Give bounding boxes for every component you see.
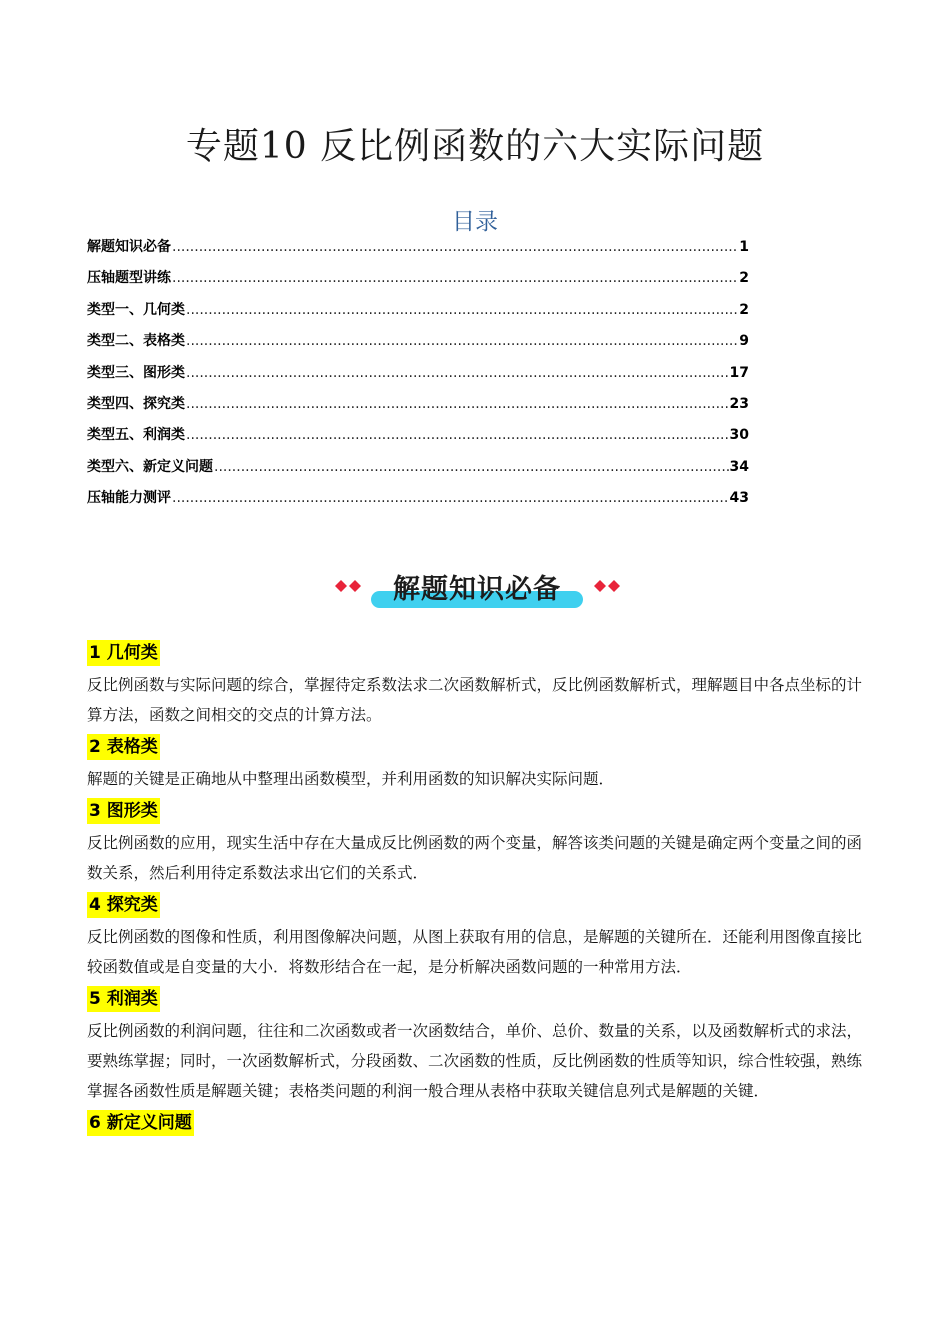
toc-entry-page: 9 [739, 333, 749, 350]
section-body: 反比例函数的应用，现实生活中存在大量成反比例函数的两个变量，解答该类问题的关键是确定两个变量之间的函数关系，然后利用待定系数法求出它们的关系式． [87, 834, 863, 882]
section-heading: 4 探究类 [87, 892, 160, 918]
toc-entry-label: 类型四、探究类 [87, 395, 185, 412]
toc-heading: 目录 [452, 209, 498, 235]
toc-entry-label: 解题知识必备 [87, 239, 171, 255]
toc-entry[interactable] [87, 330, 749, 361]
toc-entry-label: 类型三、图形类 [87, 364, 185, 381]
knowledge-section [87, 986, 862, 1106]
toc-entry[interactable] [87, 424, 749, 455]
section-heading: 6 新定义问题 [87, 1110, 194, 1136]
toc-entry-page: 30 [729, 427, 749, 444]
diamond-decoration-icon [590, 578, 620, 594]
section-banner [335, 565, 620, 615]
section-heading: 3 图形类 [87, 798, 160, 824]
diamond-decoration-icon [335, 578, 365, 594]
toc-leader-dots [186, 333, 738, 349]
toc-entry-page: 34 [729, 458, 749, 475]
toc-entry[interactable] [87, 299, 749, 330]
toc-entry-page: 17 [729, 364, 749, 381]
toc-entry-label: 类型二、表格类 [87, 333, 185, 350]
section-body: 反比例函数的图像和性质，利用图像解决问题，从图上获取有用的信息，是解题的关键所在．还能利用图像直接比较函数值或是自变量的大小．将数形结合在一起，是分析解决函数问题的一种常用方法． [87, 928, 863, 976]
toc-entry-page: 23 [729, 395, 749, 412]
toc-entry[interactable] [87, 456, 749, 487]
knowledge-sections [87, 640, 862, 1140]
toc-entry-page: 1 [739, 239, 749, 255]
knowledge-section [87, 798, 862, 888]
knowledge-section [87, 640, 862, 730]
toc-leader-dots [186, 365, 729, 381]
section-heading: 2 表格类 [87, 734, 160, 760]
toc-entry[interactable] [87, 393, 749, 424]
section-body: 反比例函数与实际问题的综合，掌握待定系数法求二次函数解析式，反比例函数解析式，理解题目中各点坐标的计算方法，函数之间相交的交点的计算方法。 [87, 676, 863, 724]
toc-entry-label: 压轴题型讲练 [87, 270, 171, 287]
section-heading: 1 几何类 [87, 640, 160, 666]
toc-entry-label: 压轴能力测评 [87, 490, 171, 507]
section-body: 反比例函数的利润问题，往往和二次函数或者一次函数结合，单价、总价、数量的关系，以及函数解析式的求法，要熟练掌握；同时，一次函数解析式，分段函数、二次函数的性质，反比例函数的性质等知识，综合性较强，熟练掌握各函数性质是解题关键；表格类问题的利润一般合理从表格中获取关键信息列式是解题的关键． [87, 1022, 863, 1100]
toc-entry-label: 类型一、几何类 [87, 301, 185, 318]
toc-entry[interactable] [87, 236, 749, 267]
document-title: 专题10 反比例函数的六大实际问题 [185, 126, 765, 167]
toc-leader-dots [172, 239, 738, 255]
table-of-contents [87, 236, 749, 519]
toc-entry[interactable] [87, 267, 749, 298]
toc-leader-dots [186, 396, 729, 412]
knowledge-section [87, 1110, 862, 1136]
toc-leader-dots [214, 459, 729, 475]
toc-entry-label: 类型五、利润类 [87, 427, 185, 444]
toc-leader-dots [172, 270, 738, 286]
section-heading: 5 利润类 [87, 986, 160, 1012]
toc-entry-page: 43 [729, 490, 749, 507]
toc-leader-dots [172, 490, 729, 506]
knowledge-section [87, 892, 862, 982]
section-body: 解题的关键是正确地从中整理出函数模型，并利用函数的知识解决实际问题． [87, 770, 615, 788]
toc-leader-dots [186, 302, 738, 318]
toc-entry-page: 2 [739, 270, 749, 287]
banner-title: 解题知识必备 [393, 574, 561, 605]
toc-entry[interactable] [87, 487, 749, 518]
knowledge-section [87, 734, 862, 794]
toc-leader-dots [186, 427, 729, 443]
toc-entry[interactable] [87, 362, 749, 393]
toc-entry-page: 2 [739, 301, 749, 318]
toc-entry-label: 类型六、新定义问题 [87, 458, 213, 475]
